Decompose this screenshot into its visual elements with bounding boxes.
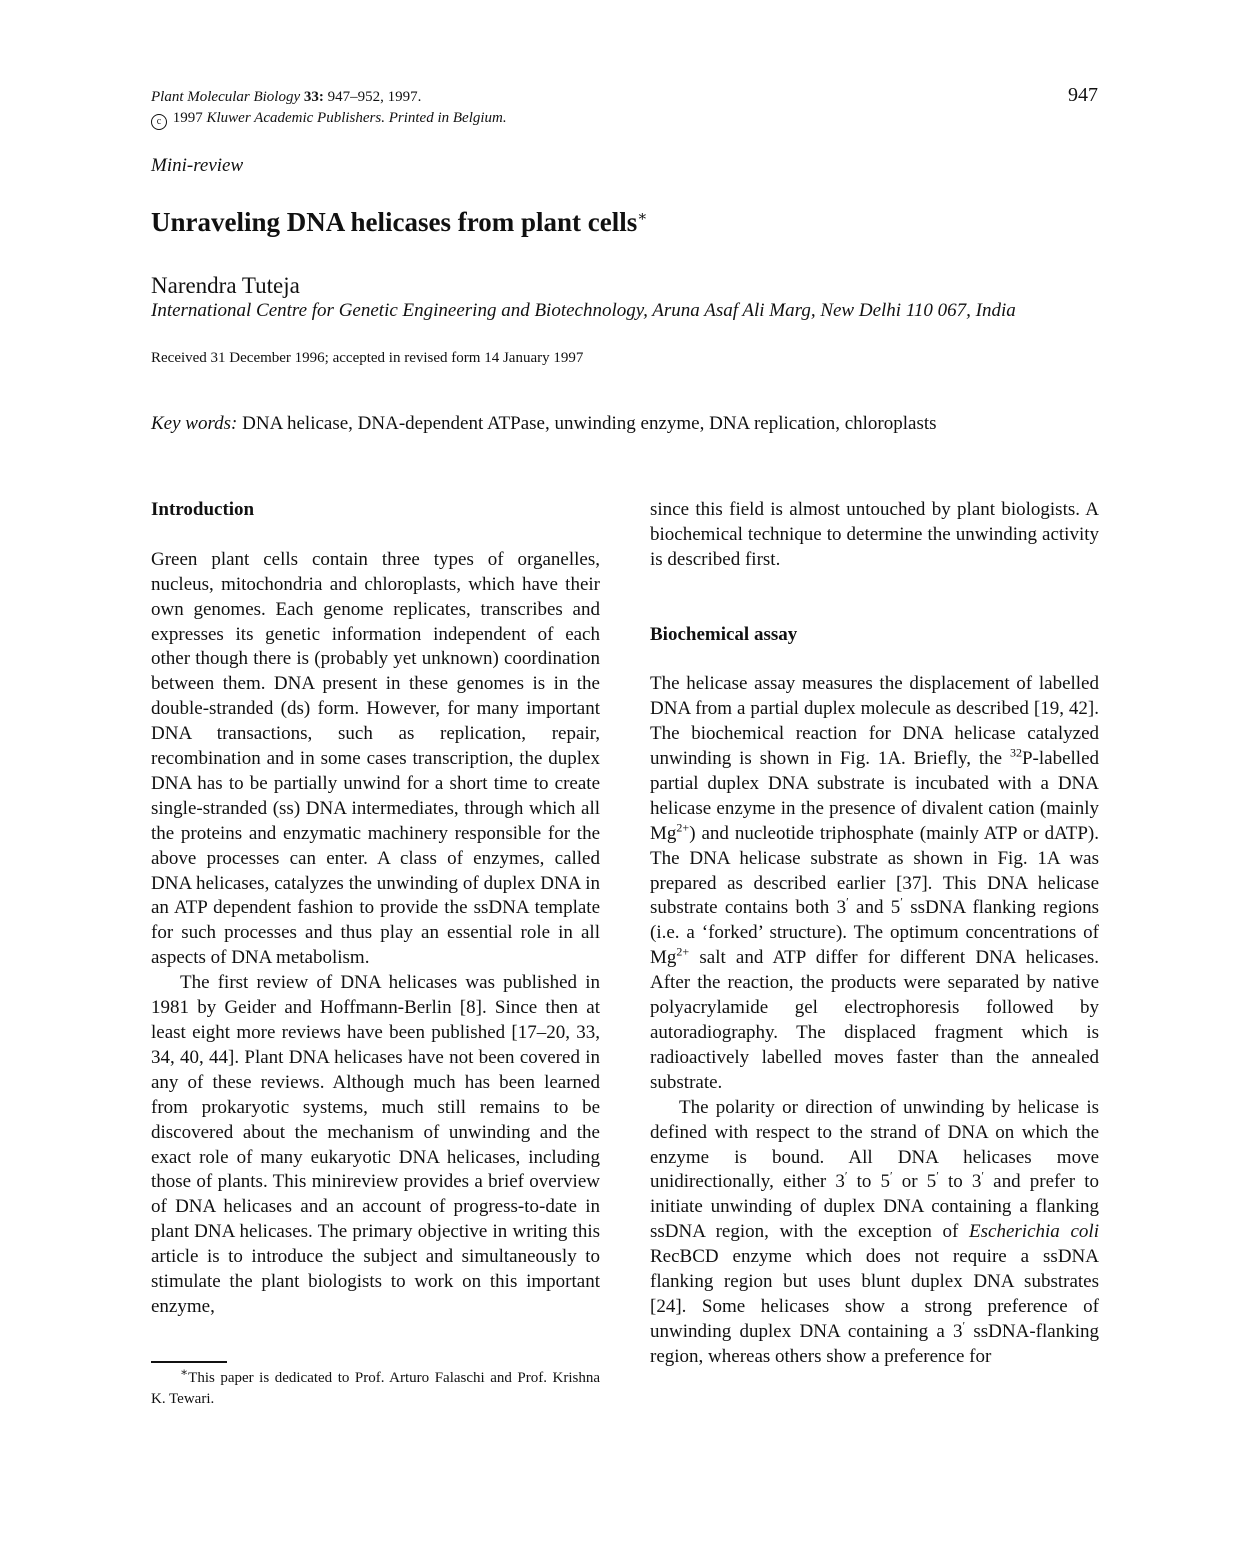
text-run: ssDNA-flanking region, whereas others show a preference for: [650, 1320, 1099, 1367]
article-title: [151, 207, 647, 238]
prime-mark: ′: [981, 1169, 985, 1184]
author-affiliation: International Centre for Genetic Engineering and Biotechnology, Aruna Asaf Ali Marg, New Delhi 110 067, India: [151, 300, 1016, 321]
left-column: [151, 498, 600, 1320]
article-title-text: Unraveling DNA helicases from plant cells: [151, 207, 638, 237]
prime-mark: ′: [846, 895, 849, 910]
text-run: The polarity or direction of unwinding by helicase is defined with respect to the strand of DNA on which the enzyme is bound. All DNA helicases move unidirectionally, either 3: [650, 1096, 1099, 1193]
prime-mark: ′: [936, 1169, 939, 1184]
isotope-superscript: 32: [1009, 745, 1022, 760]
biochemical-assay-heading: Biochemical assay: [650, 623, 798, 645]
keywords: [151, 413, 937, 435]
prime-mark: ′: [900, 895, 903, 910]
copyright-year: 1997: [172, 110, 203, 126]
text-run: to 3: [938, 1171, 982, 1193]
prime-mark: ′: [844, 1169, 848, 1184]
prime-mark: ′: [890, 1169, 893, 1184]
copyright-line: [151, 108, 507, 130]
footnote-rule: [151, 1361, 227, 1363]
text-run: and prefer to initiate unwinding of duplex DNA containing a flanking ssDNA region, with the exception of: [650, 1171, 1100, 1243]
right-column: [650, 498, 1099, 1370]
copyright-icon: c: [151, 114, 167, 130]
text-run: The helicase assay measures the displacement of labelled DNA from a partial duplex molecule as described [19, 42]. The biochemical reaction for DNA helicase catalyzed unwinding is shown in Fig. 1A. Briefly, the: [650, 673, 1099, 770]
page-number: 947: [1068, 84, 1098, 106]
prime-mark: ′: [962, 1318, 966, 1333]
author-name: Narendra Tuteja: [151, 273, 300, 298]
title-footnote-mark: ∗: [637, 209, 648, 225]
received-dates: Received 31 December 1996; accepted in revised form 14 January 1997: [151, 350, 584, 366]
biochemical-assay-paragraph-1: [650, 672, 1099, 1095]
text-run: to 5: [847, 1171, 891, 1193]
journal-volume: 33:: [303, 89, 324, 105]
keywords-label: Key words:: [151, 413, 238, 434]
biochemical-assay-paragraph-2: [650, 1096, 1099, 1370]
introduction-heading: Introduction: [151, 499, 255, 520]
text-run: RecBCD enzyme which does not require a ssDNA flanking region but uses blunt duplex DNA substrates [24]. Some helicases show a strong preference of unwinding duplex DNA containing a 3: [650, 1246, 1099, 1342]
text-run: ) and nucleotide triphosphate (mainly ATP or dATP). The DNA helicase substrate as shown in Fig. 1A was prepared as described earlier [37]. This DNA helicase substrate contains both 3: [650, 822, 1099, 919]
journal-pages-year: 947–952, 1997.: [327, 89, 422, 105]
charge-superscript: 2+: [676, 944, 690, 959]
footnote-mark: ∗: [180, 1365, 189, 1379]
keywords-list: DNA helicase, DNA-dependent ATPase, unwinding enzyme, DNA replication, chloroplasts: [242, 413, 937, 434]
charge-superscript: 2+: [676, 820, 690, 835]
text-run: or 5: [892, 1171, 937, 1193]
journal-name: Plant Molecular Biology: [151, 89, 301, 105]
text-run: P-labelled partial duplex DNA substrate is incubated with a DNA helicase enzyme in the presence of divalent cation (mainly Mg: [650, 748, 1099, 844]
introduction-paragraph-1: Green plant cells contain three types of organelles, nucleus, mitochondria and chloroplasts, which have their own genomes. Each genome replicates, transcribes and expresses its genetic information independent of each other though there is (probably yet unknown) coordination between them. DNA present in these genomes is in the double-stranded (ds) form. However, for many important DNA transactions, such as replication, repair, recombination and in some cases transcription, the duplex DNA has to be partially unwind for a short time to create single-stranded (ss) DNA intermediates, through which all the proteins and enzymatic machinery responsible for the above processes can enter. A class of enzymes, called DNA helicases, catalyzes the unwinding of duplex DNA in an ATP dependent fashion to provide the ssDNA template for such processes and thus play an essential role in all aspects of DNA metabolism.: [151, 548, 600, 969]
text-run: salt and ATP differ for different DNA helicases. After the reaction, the products were separated by native polyacrylamide gel electrophoresis followed by autoradiography. The displaced fragment which is radioactively labelled moves faster than the annealed substrate.: [650, 947, 1099, 1093]
citation-line: [151, 87, 507, 108]
species-name: Escherichia coli: [969, 1221, 1099, 1243]
introduction-paragraph-2: The first review of DNA helicases was published in 1981 by Geider and Hoffmann-Berlin [8]. Since then at least eight more reviews have been published [17–20, 33, 34, 40, 44]. Plant DNA helicases have not been covered in any of these reviews. Although much has been learned from prokaryotic systems, much still remains to be discovered about the mechanism of unwinding and the exact role of many eukaryotic DNA helicases, including those of plants. This minireview provides a brief overview of DNA helicases and an account of progress-to-date in plant DNA helicases. The primary objective in writing this article is to introduce the subject and simultaneously to stimulate the plant biologists to work on this important enzyme,: [151, 972, 600, 1317]
footnote-text: This paper is dedicated to Prof. Arturo Falaschi and Prof. Krishna K. Tewari.: [151, 1370, 600, 1407]
article-type: Mini-review: [151, 155, 244, 176]
journal-citation: [151, 87, 507, 130]
text-run: and 5: [848, 897, 901, 919]
text-run: ssDNA flanking regions (i.e. a ‘forked’ structure). The optimum concentrations of Mg: [650, 897, 1100, 969]
introduction-paragraph-2-continued: since this field is almost untouched by plant biologists. A biochemical technique to determine the unwinding activity is described first.: [650, 499, 1099, 570]
publisher: Kluwer Academic Publishers.: [206, 110, 385, 126]
printed-location: Printed in Belgium.: [388, 110, 507, 126]
footnote: [151, 1365, 600, 1410]
